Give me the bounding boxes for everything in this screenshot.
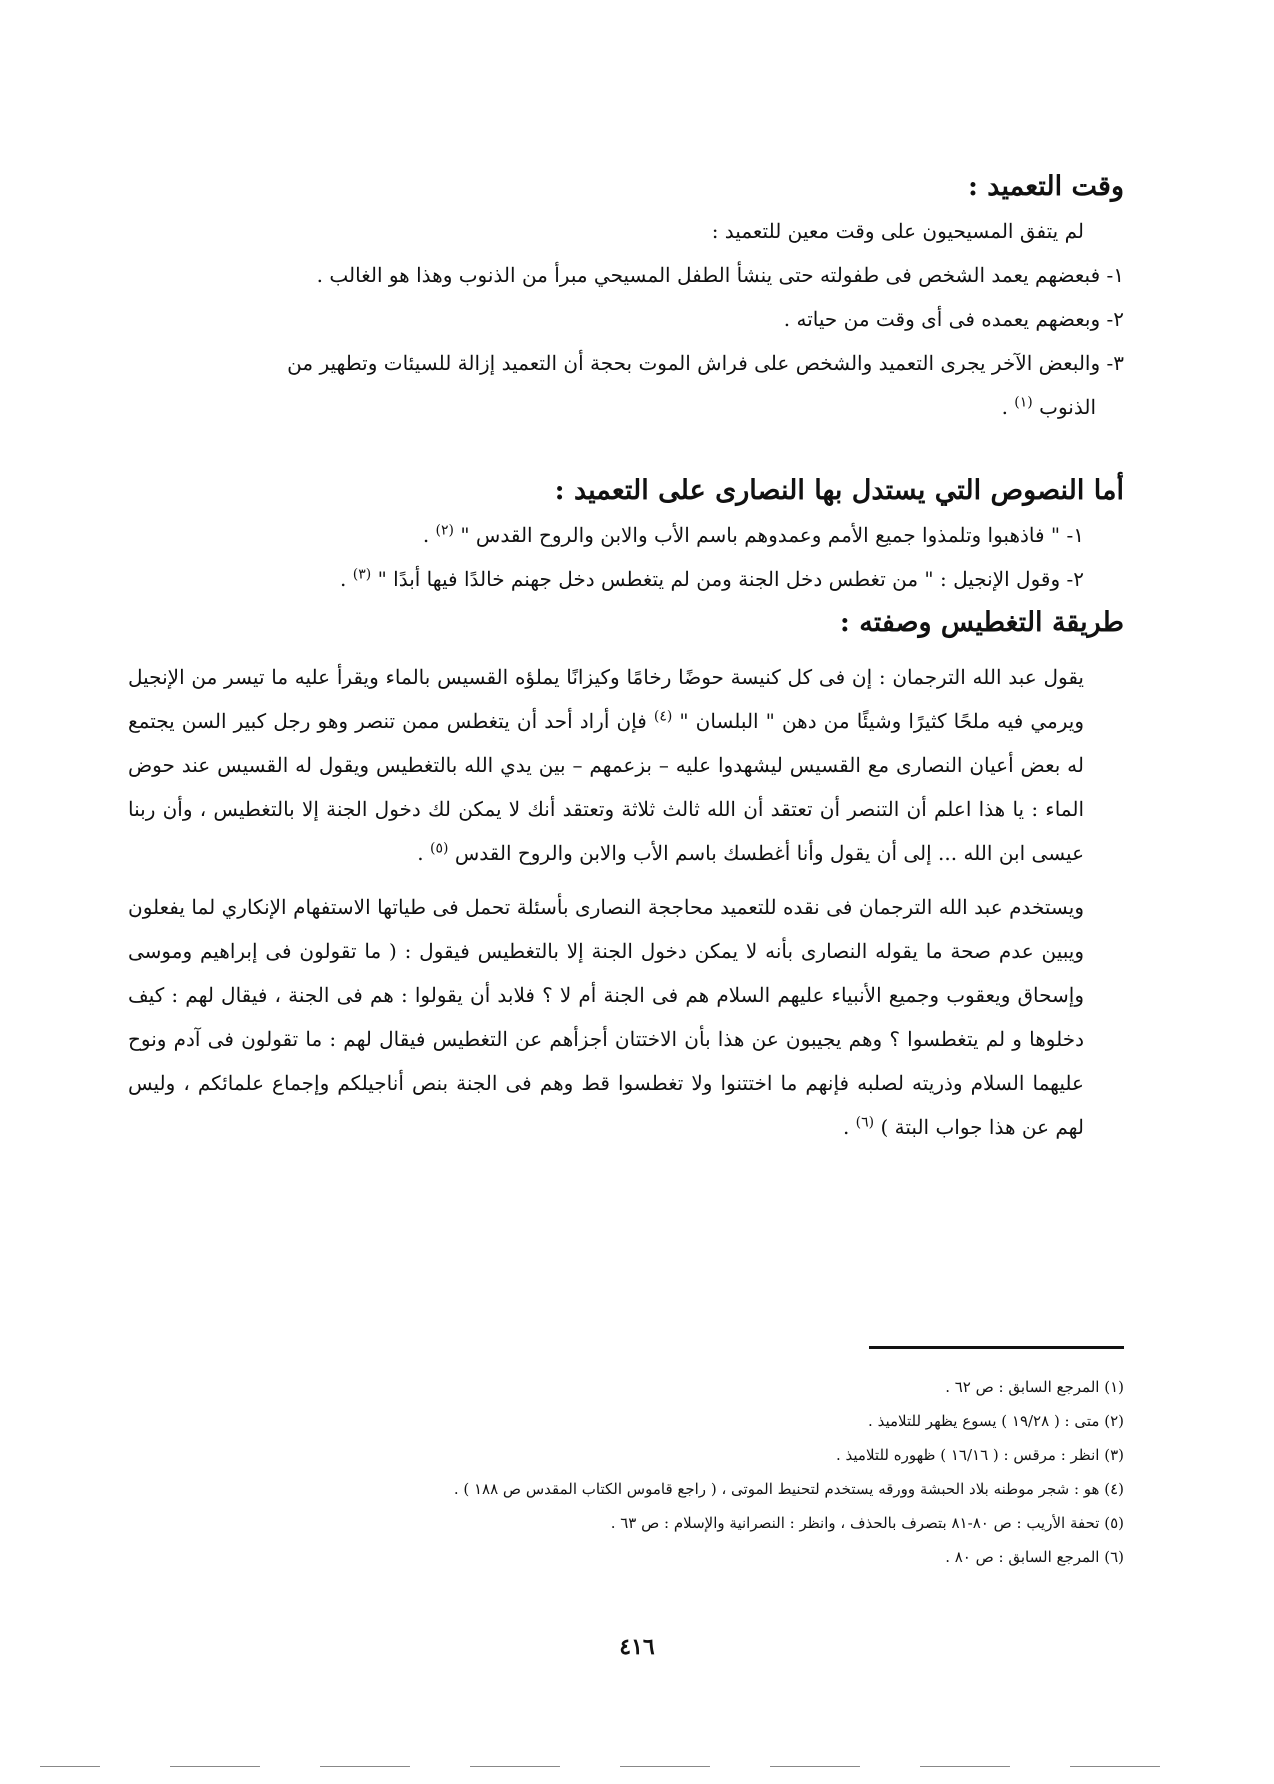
list-item: ٣- والبعض الآخر يجرى التعميد والشخص على فراش الموت بحجة أن التعميد إزالة للسيئات وتطهير من [287, 351, 1124, 375]
text-run: ١- " فاذهبوا وتلمذوا جميع الأمم وعمدوهم باسم الأب والابن والروح القدس " [460, 523, 1084, 547]
footnote: (٢) متى : ( ١٩/٢٨ ) يسوع يظهر للتلاميذ . [868, 1412, 1124, 1430]
footnote-ref: (٤) [653, 708, 673, 725]
scan-artifact-line [170, 1766, 260, 1767]
footnote: (١) المرجع السابق : ص ٦٢ . [945, 1378, 1124, 1396]
text-run: الذنوب [1039, 395, 1096, 419]
list-item: ٢- وبعضهم يعمده فى أى وقت من حياته . [783, 307, 1124, 331]
footnote-ref: (٣) [352, 566, 372, 583]
section-heading-baptism-time: وقت التعميد : [967, 171, 1124, 202]
footnote: (٦) المرجع السابق : ص ٨٠ . [945, 1548, 1124, 1566]
scan-artifact-line [320, 1766, 410, 1767]
text-run: ويستخدم عبد الله الترجمان فى نقده للتعميد محاججة النصارى بأسئلة تحمل فى طياتها الاستفهام الإنكاري لما يفعلون ويبين عدم صحة ما يقوله النصارى بأنه لا يمكن دخول الجنة إلا بالتغطيس فيقول : ( ما تقولون فى إبراهيم وموسى وإسحاق ويعقوب وجميع الأنبياء عليهم السلام هم فى الجنة أم لا ؟ فلابد أن يقولوا : هم فى الجنة ، فيقال لهم : كيف دخلوها و لم يتغطسوا ؟ وهم يجيبون عن هذا بأن الاختتان أجزأهم عن التغطيس فيقال لهم : ما تقولون فى آدم ونوح عليهما السلام وذريته لصلبه فإنهم ما اختتنوا ولا تغطسوا قط وهم فى الجنة بنص أناجيلكم وإجماع علمائكم ، وليس لهم عن هذا جواب البتة ) [128, 895, 1084, 1139]
footnote-ref: (٢) [435, 522, 454, 539]
main-text [128, 165, 1124, 1149]
scan-artifact-line [620, 1766, 710, 1767]
scan-artifact-line [470, 1766, 560, 1767]
scan-artifact-line [1070, 1766, 1160, 1767]
list-item-continuation [128, 385, 1124, 429]
section-heading-immersion-method: طريقة التغطيس وصفته : [839, 607, 1124, 638]
scan-artifact-line [770, 1766, 860, 1767]
list-item: ٢- وقول الإنجيل : " من تغطس دخل الجنة ومن لم يتغطس دخل جهنم خالدًا فيها أبدًا " $^{(٣)}$ . [340, 566, 1084, 591]
footnote-ref: (٥) [430, 840, 449, 857]
footnote: (٥) تحفة الأريب : ص ٨٠-٨١ بتصرف بالحذف ، وانظر : النصرانية والإسلام : ص ٦٣ . [610, 1514, 1124, 1532]
footnote: (٤) هو : شجر موطنه بلاد الحبشة وورقه يستخدم لتحنيط الموتى ، ( راجع قاموس الكتاب المقدس ص ١٨٨ ) . [453, 1480, 1124, 1498]
text-run: يقول عبد الله الترجمان : إن فى كل كنيسة حوضًا رخامًا وكيزانًا يملؤه القسيس بالماء ويقرأ عليه ما تيسر من الإنجيل ويرمي فيه ملحًا كثيرًا وشيئًا من دهن " البلسان " [128, 665, 1085, 733]
section-heading-texts: أما النصوص التي يستدل بها النصارى على التعميد : [554, 475, 1124, 506]
footnotes [300, 1370, 1124, 1574]
footnote-ref: (١) [1014, 394, 1033, 411]
scan-artifact-line [920, 1766, 1010, 1767]
footnote-ref: (٦) [855, 1114, 875, 1131]
paragraph: لم يتفق المسيحيون على وقت معين للتعميد : [711, 219, 1084, 243]
text-run: . [1001, 395, 1015, 419]
list-item: ١- " فاذهبوا وتلمذوا جميع الأمم وعمدوهم باسم الأب والابن والروح القدس " $^{(٢)}$ . [422, 522, 1084, 547]
text-run: ٢- وقول الإنجيل : " من تغطس دخل الجنة ومن لم يتغطس دخل جهنم خالدًا فيها أبدًا " [377, 567, 1084, 591]
list-item: ١- فبعضهم يعمد الشخص فى طفولته حتى ينشأ الطفل المسيحي مبرأ من الذنوب وهذا هو الغالب . [316, 263, 1124, 287]
footnote: (٣) انظر : مرقس : ( ١٦/١٦ ) ظهوره للتلاميذ . [836, 1446, 1124, 1464]
paragraph: يقول عبد الله الترجمان : إن فى كل كنيسة حوضًا رخامًا وكيزانًا يملؤه القسيس بالماء ويقرأ عليه ما تيسر من الإنجيل ويرمي فيه ملحًا كثيرًا وشيئًا من دهن " البلسان " $^{(٤)}$ فإن أراد أحد أن يتغطس ممن تنصر وهو رجل كبير السن يجتمع له بعض أعيان النصارى مع القسيس ليشهدوا عليه – بزعمهم – بين يدي الله بالتغطيس ويقول له القسيس عند حوض الماء : يا هذا اعلم أن التنصر أن تعتقد أن الله ثالث ثلاثة وتعتقد أنك لا يمكن لك دخول الجنة إلا بالتغطيس ، وأن ربنا عيسى ابن الله ... إلى أن يقول وأنا أغطسك باسم الأب والابن والروح القدس $^{(٥)}$ . [128, 665, 1085, 865]
footnote-separator [869, 1346, 1124, 1349]
text-run: فإن أراد أحد أن يتغطس ممن تنصر وهو رجل كبير السن يجتمع له بعض أعيان النصارى مع القسيس ليشهدوا عليه – بزعمهم – بين يدي الله بالتغطيس ويقول له القسيس عند حوض الماء : يا هذا اعلم أن التنصر أن تعتقد أن الله ثالث ثلاثة وتعتقد أنك لا يمكن لك دخول الجنة إلا بالتغطيس ، وأن ربنا عيسى ابن الله ... إلى أن يقول وأنا أغطسك باسم الأب والابن والروح القدس [128, 709, 1084, 865]
page-number: ٤١٦ [619, 1634, 655, 1660]
scan-artifact-line [40, 1766, 100, 1767]
paragraph: ويستخدم عبد الله الترجمان فى نقده للتعميد محاججة النصارى بأسئلة تحمل فى طياتها الاستفهام الإنكاري لما يفعلون ويبين عدم صحة ما يقوله النصارى بأنه لا يمكن دخول الجنة إلا بالتغطيس فيقول : ( ما تقولون فى إبراهيم وموسى وإسحاق ويعقوب وجميع الأنبياء عليهم السلام هم فى الجنة أم لا ؟ فلابد أن يقولوا : هم فى الجنة ، فيقال لهم : كيف دخلوها و لم يتغطسوا ؟ وهم يجيبون عن هذا بأن الاختتان أجزأهم عن التغطيس فيقال لهم : ما تقولون فى آدم ونوح عليهما السلام وذريته لصلبه فإنهم ما اختتنوا ولا تغطسوا قط وهم فى الجنة بنص أناجيلكم وإجماع علمائكم ، وليس لهم عن هذا جواب البتة ) $^{(٦)}$ . [128, 895, 1084, 1139]
